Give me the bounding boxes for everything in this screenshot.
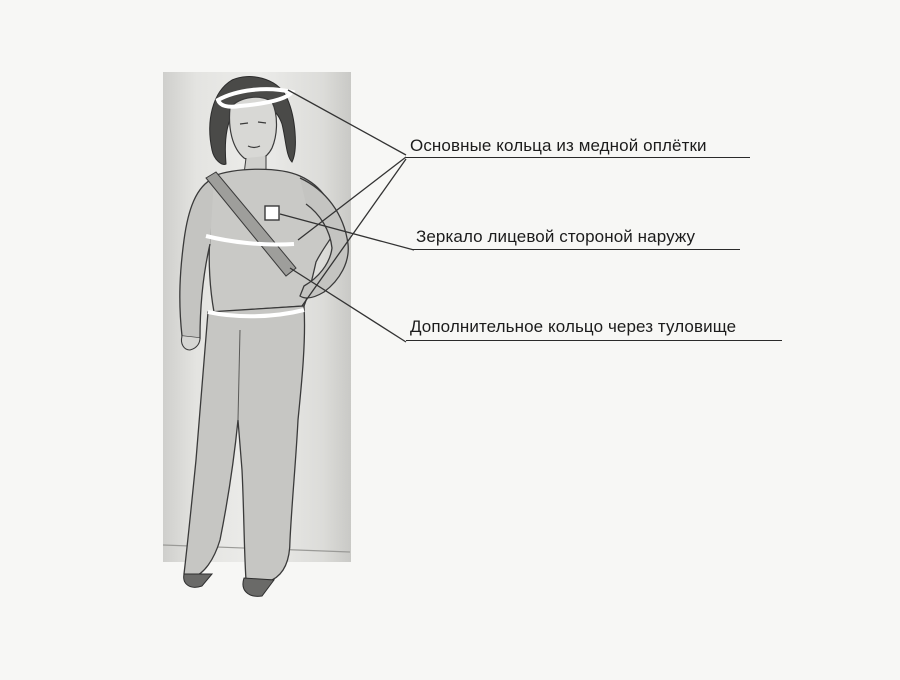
underline-copper-rings [406,157,750,158]
trousers [184,306,305,580]
label-mirror: Зеркало лицевой стороной наружу [416,227,696,246]
label-copper-rings: Основные кольца из медной оплётки [410,136,707,155]
left-shoe [184,574,212,587]
underline-torso-ring [406,340,782,341]
mirror-square [265,206,279,220]
underline-mirror [412,249,740,250]
leader-line-torso-ring [290,268,406,342]
label-torso-ring: Дополнительное кольцо через туловище [410,317,737,336]
leader-line-head-ring [288,90,406,155]
right-shoe [243,578,274,596]
left-hand [181,336,200,350]
